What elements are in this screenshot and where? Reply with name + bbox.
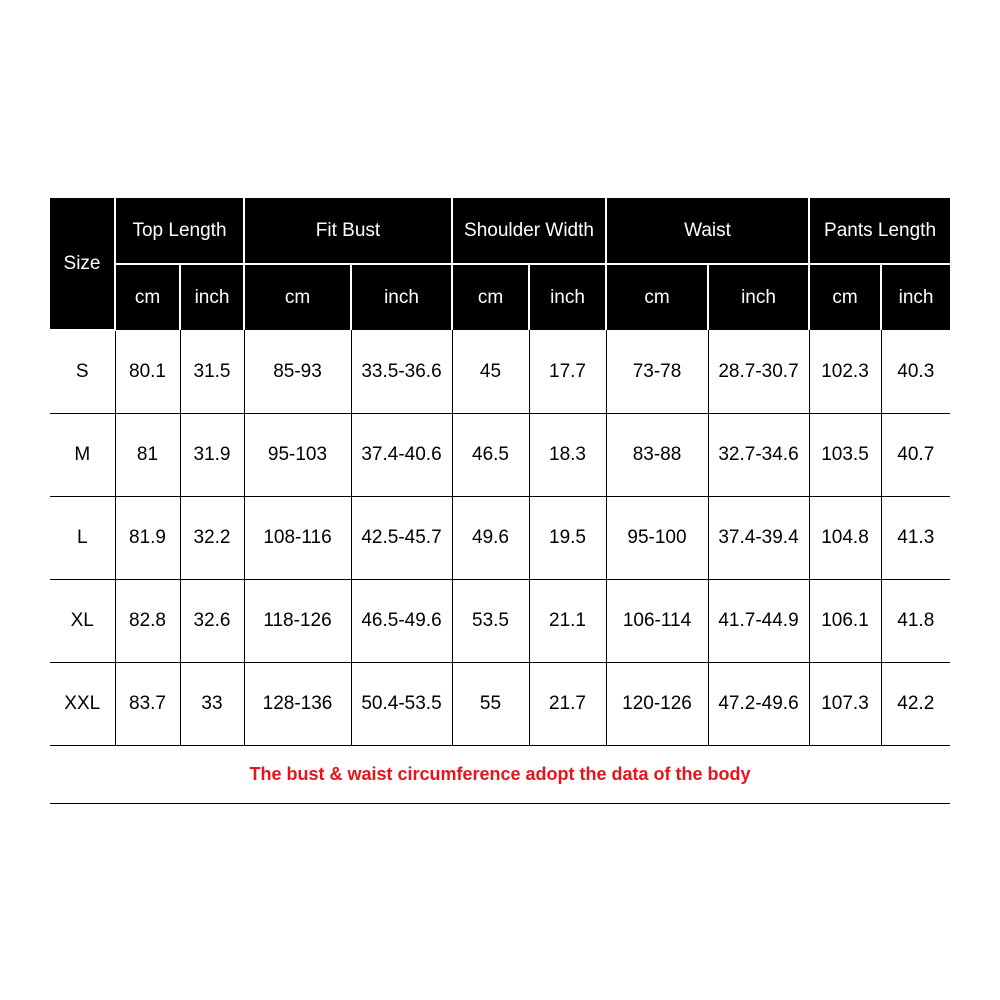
- column-group-shoulder-width: Shoulder Width: [452, 198, 606, 264]
- header-group-row: [50, 198, 950, 264]
- waist-cm-cell: 120-126: [606, 663, 708, 746]
- pants-length-cm-cell: 104.8: [809, 497, 881, 580]
- waist-cm-cell: 73-78: [606, 330, 708, 414]
- pants-length-cm-cell: 106.1: [809, 580, 881, 663]
- pants-length-inch-cell: 41.3: [881, 497, 950, 580]
- shoulder-width-inch-cell: 18.3: [529, 414, 606, 497]
- fit-bust-inch-cell: 37.4-40.6: [351, 414, 452, 497]
- table-row: [50, 330, 950, 414]
- size-table: [50, 198, 950, 746]
- table-row: [50, 414, 950, 497]
- waist-inch-cell: 37.4-39.4: [708, 497, 809, 580]
- pants-length-cm-cell: 103.5: [809, 414, 881, 497]
- size-cell: XL: [50, 580, 115, 663]
- shoulder-width-inch-cell: 17.7: [529, 330, 606, 414]
- fit-bust-cm-cell: 128-136: [244, 663, 351, 746]
- waist-inch-cell: 41.7-44.9: [708, 580, 809, 663]
- waist-cm-cell: 83-88: [606, 414, 708, 497]
- top-length-cm-cell: 81.9: [115, 497, 180, 580]
- unit-header-cm: cm: [115, 264, 180, 330]
- unit-header-cm: cm: [809, 264, 881, 330]
- fit-bust-inch-cell: 50.4-53.5: [351, 663, 452, 746]
- size-cell: XXL: [50, 663, 115, 746]
- shoulder-width-inch-cell: 21.1: [529, 580, 606, 663]
- unit-header-cm: cm: [244, 264, 351, 330]
- pants-length-inch-cell: 42.2: [881, 663, 950, 746]
- fit-bust-cm-cell: 108-116: [244, 497, 351, 580]
- unit-header-inch: inch: [351, 264, 452, 330]
- table-body: [50, 330, 950, 746]
- unit-header-inch: inch: [180, 264, 244, 330]
- column-group-fit-bust: Fit Bust: [244, 198, 452, 264]
- top-length-inch-cell: 32.6: [180, 580, 244, 663]
- fit-bust-cm-cell: 118-126: [244, 580, 351, 663]
- shoulder-width-inch-cell: 21.7: [529, 663, 606, 746]
- fit-bust-cm-cell: 95-103: [244, 414, 351, 497]
- table-row: [50, 580, 950, 663]
- top-length-cm-cell: 83.7: [115, 663, 180, 746]
- fit-bust-cm-cell: 85-93: [244, 330, 351, 414]
- fit-bust-inch-cell: 42.5-45.7: [351, 497, 452, 580]
- size-cell: L: [50, 497, 115, 580]
- shoulder-width-cm-cell: 53.5: [452, 580, 529, 663]
- shoulder-width-cm-cell: 46.5: [452, 414, 529, 497]
- waist-inch-cell: 32.7-34.6: [708, 414, 809, 497]
- top-length-inch-cell: 33: [180, 663, 244, 746]
- waist-cm-cell: 106-114: [606, 580, 708, 663]
- top-length-inch-cell: 32.2: [180, 497, 244, 580]
- shoulder-width-cm-cell: 45: [452, 330, 529, 414]
- top-length-cm-cell: 80.1: [115, 330, 180, 414]
- top-length-inch-cell: 31.9: [180, 414, 244, 497]
- top-length-cm-cell: 81: [115, 414, 180, 497]
- column-group-waist: Waist: [606, 198, 809, 264]
- pants-length-inch-cell: 40.7: [881, 414, 950, 497]
- pants-length-inch-cell: 40.3: [881, 330, 950, 414]
- shoulder-width-cm-cell: 55: [452, 663, 529, 746]
- waist-inch-cell: 28.7-30.7: [708, 330, 809, 414]
- waist-inch-cell: 47.2-49.6: [708, 663, 809, 746]
- header-unit-row: [50, 264, 950, 330]
- table-header: [50, 198, 950, 330]
- unit-header-inch: inch: [529, 264, 606, 330]
- waist-cm-cell: 95-100: [606, 497, 708, 580]
- size-cell: S: [50, 330, 115, 414]
- unit-header-cm: cm: [452, 264, 529, 330]
- unit-header-cm: cm: [606, 264, 708, 330]
- shoulder-width-inch-cell: 19.5: [529, 497, 606, 580]
- table-row: [50, 497, 950, 580]
- table-row: [50, 663, 950, 746]
- shoulder-width-cm-cell: 49.6: [452, 497, 529, 580]
- size-cell: M: [50, 414, 115, 497]
- column-group-pants-length: Pants Length: [809, 198, 950, 264]
- unit-header-inch: inch: [708, 264, 809, 330]
- top-length-inch-cell: 31.5: [180, 330, 244, 414]
- measurement-note: The bust & waist circumference adopt the data of the body: [50, 746, 950, 804]
- fit-bust-inch-cell: 46.5-49.6: [351, 580, 452, 663]
- unit-header-inch: inch: [881, 264, 950, 330]
- column-group-top-length: Top Length: [115, 198, 244, 264]
- pants-length-inch-cell: 41.8: [881, 580, 950, 663]
- fit-bust-inch-cell: 33.5-36.6: [351, 330, 452, 414]
- pants-length-cm-cell: 102.3: [809, 330, 881, 414]
- pants-length-cm-cell: 107.3: [809, 663, 881, 746]
- size-chart: [50, 198, 950, 804]
- top-length-cm-cell: 82.8: [115, 580, 180, 663]
- size-column-header: Size: [50, 198, 115, 330]
